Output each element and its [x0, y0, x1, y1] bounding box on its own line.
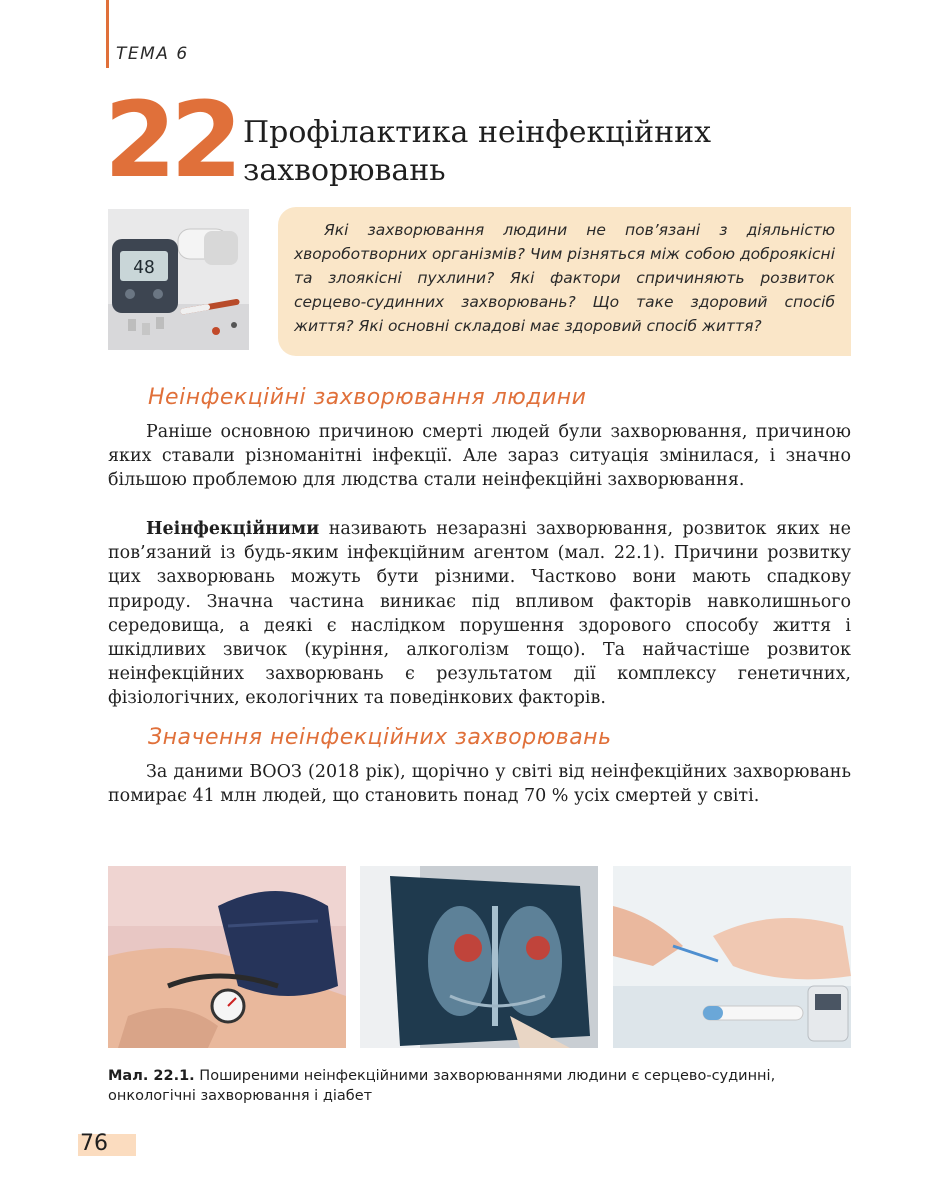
paragraph-intro: Раніше основною причиною смерті людей були захворювання, причиною яких ставали різноманітні інфекції. Але зараз ситуація змінилася, і значно більшою проблемою для людства стали неінфекційні захворювання.: [108, 422, 851, 491]
glucometer-display: 48: [133, 257, 155, 278]
glucometer-photo: [108, 209, 249, 350]
chapter-title-line2: захворювань: [243, 153, 446, 188]
paragraph-statistics: За даними ВООЗ (2018 рік), щорічно у світі від неінфекційних захворювань помирає 41 млн людей, що становить понад 70 % усіх смертей у світі.: [108, 762, 851, 807]
chapter-title: [243, 114, 803, 190]
figure-caption: [108, 1066, 851, 1106]
chest-xray-photo: [360, 866, 598, 1048]
section-heading-significance: Значення неінфекційних захворювань: [148, 725, 612, 750]
paragraph-definition: [108, 517, 851, 711]
caption-text: Поширеними неінфекційними захворюваннями людини є серцево-судинні, онкологічні захворювання і діабет: [108, 1068, 776, 1104]
page-number: 76: [80, 1131, 108, 1156]
section-heading-noninfectious: Неінфекційні захворювання людини: [148, 385, 587, 410]
chapter-title-line1: Профілактика неінфекційних: [243, 115, 712, 150]
term-noninfectious: Неінфекційними: [146, 519, 320, 539]
definition-text: називають незаразні захворювання, розвиток яких не пов’язаний із будь-яким інфекційним агентом (мал. 22.1). Причини розвитку цих захворювань можуть бути різними. Частково вони мають спадкову природу. Значна частина виникає під впливом факторів навколишнього середовища, а деякі є наслідком порушення здорового способу життя і шкідливих звичок (куріння, алкоголізм тощо). Та найчастіше розвиток неінфекційних захворювань є результатом дії комплексу генетичних, фізіологічних, екологічних та поведінкових факторів.: [108, 519, 851, 709]
blood-pressure-measurement-photo: [108, 866, 346, 1048]
questions-box: Які захворювання людини не пов’язані з діяльністю хвороботворних організмів? Чим різняться між собою доброякісні та злоякісні пухлини? Які фактори спричиняють розвиток серцево-судинних захворювань? Що таке здоровий спосіб життя? Які основні складові має здоровий спосіб життя?: [278, 207, 851, 356]
glucose-test-photo: [613, 866, 851, 1048]
topic-bar: [106, 0, 109, 68]
caption-label: Мал. 22.1.: [108, 1068, 195, 1084]
topic-label: ТЕМА 6: [116, 44, 189, 64]
chapter-number: 22: [104, 79, 237, 201]
